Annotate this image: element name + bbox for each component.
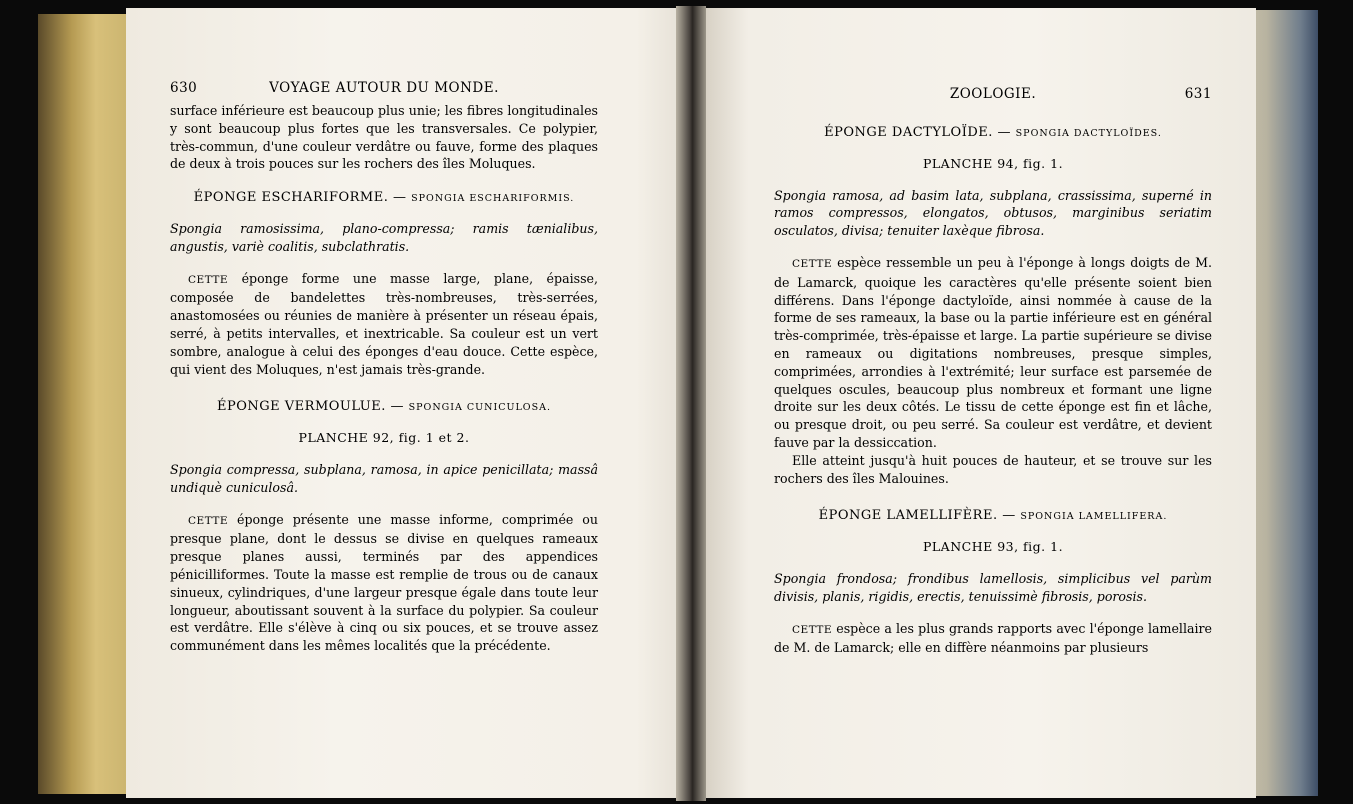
body-paragraph	[774, 620, 1212, 658]
title-latin: SPONGIA DACTYLOÏDES.	[1015, 128, 1162, 139]
section-title	[170, 398, 598, 417]
left-page-content	[170, 80, 598, 655]
lead-word: CETTE	[792, 623, 833, 636]
book-gutter	[676, 6, 706, 801]
lead-word: CETTE	[188, 514, 229, 527]
title-french: ÉPONGE LAMELLIFÈRE. —	[818, 508, 1016, 524]
open-book	[38, 6, 1318, 801]
title-latin: SPONGIA ESCHARIFORMIS.	[411, 193, 575, 205]
section-title	[774, 124, 1212, 143]
latin-description: Spongia ramosa, ad basim lata, subplana, crassissima, superné in ramos compressos, elongatos, obtusos, marginibus seriatim osculatos, divisa; tenuiter laxèque fibrosa.	[774, 187, 1212, 239]
plate-reference: PLANCHE 93, fig. 1.	[922, 539, 1064, 555]
running-title: ZOOLOGIE.	[949, 86, 1037, 102]
body-paragraph	[774, 254, 1212, 452]
body-text: espèce a les plus grands rapports avec l'éponge lamellaire de M. de Lamarck; elle en diffère néanmoins par plusieurs	[774, 620, 1212, 656]
body-paragraph	[170, 511, 598, 655]
body-text: espèce ressemble un peu à l'éponge à longs doigts de M. de Lamarck, quoique les caractères qu'elle présente soient bien différens. Dans l'éponge dactyloïde, ainsi nommée à cause de la forme de ses rameaux, la base ou la partie inférieure est en général très-comprimée, très-épaisse et large. La partie supérieure se divise en rameaux ou digitations nombreuses, presque simples, comprimées, arrondies à l'extrémité; leur surface est parsemée de quelques oscules, beaucoup plus nombreux et formant une ligne droite sur les deux côtés. Le tissu de cette éponge est fin et lâche, ou presque droit, ou peu serré. Sa couleur est verdâtre, et devient fauve par la dessiccation.	[774, 254, 1212, 450]
page-number: 631	[1184, 86, 1212, 102]
left-running-head	[170, 80, 598, 102]
page-number: 630	[170, 80, 198, 96]
page-edges-left	[38, 14, 134, 794]
section-title	[774, 507, 1212, 526]
body-text: éponge forme une masse large, plane, épaisse, composée de bandelettes très-nombreuses, très-serrées, anastomosées ou réunies de manière à présenter un réseau épais, serré, à petits intervalles, et inextricable. Sa couleur est un vert sombre, analogue à celui des éponges d'eau douce. Cette espèce, qui vient des Moluques, n'est jamais très-grande.	[170, 270, 598, 377]
plate-reference: PLANCHE 92, fig. 1 et 2.	[298, 430, 470, 446]
title-french: ÉPONGE VERMOULUE. —	[217, 399, 405, 415]
latin-description: Spongia frondosa; frondibus lamellosis, simplicibus vel parùm divisis, planis, rigidis, erectis, tenuissimè fibrosis, porosis.	[774, 570, 1212, 604]
right-page-content	[774, 86, 1212, 657]
title-french: ÉPONGE DACTYLOÏDE. —	[824, 125, 1012, 140]
section-title	[170, 189, 598, 208]
title-latin: SPONGIA CUNICULOSA.	[408, 402, 551, 414]
lead-word: CETTE	[792, 257, 833, 270]
right-running-head	[774, 86, 1212, 108]
running-title: VOYAGE AUTOUR DU MONDE.	[269, 80, 499, 96]
latin-description: Spongia compressa, subplana, ramosa, in apice penicillata; massâ undiquè cuniculosâ.	[170, 461, 598, 495]
title-french: ÉPONGE ESCHARIFORME. —	[193, 190, 407, 206]
latin-description: Spongia ramosissima, plano-compressa; ramis tænialibus, angustis, variè coalitis, subclathratis.	[170, 220, 598, 254]
lead-word: CETTE	[188, 273, 229, 286]
plate-reference: PLANCHE 94, fig. 1.	[922, 155, 1064, 171]
body-paragraph: Elle atteint jusqu'à huit pouces de hauteur, et se trouve sur les rochers des îles Malouines.	[774, 452, 1212, 486]
body-text: éponge présente une masse informe, comprimée ou presque plane, dont le dessus se divise en quelques rameaux presque planes aussi, terminés par des appendices pénicilliformes. Toute la masse est remplie de trous ou de canaux sinueux, cylindriques, d'une largeur presque égale dans toute leur longueur, aboutissant souvent à la surface du polypier. Sa couleur est verdâtre. Elle s'élève à cinq ou six pouces, et se trouve assez communément dans les mêmes localités que la précédente.	[170, 511, 598, 654]
intro-paragraph: surface inférieure est beaucoup plus unie; les fibres longitudinales y sont beaucoup plus fortes que les transversales. Ce polypier, très-commun, d'une couleur verdâtre ou fauve, forme des plaques de deux à trois pouces sur les rochers des îles Moluques.	[170, 103, 598, 172]
title-latin: SPONGIA LAMELLIFERA.	[1020, 511, 1168, 523]
body-paragraph	[170, 270, 598, 379]
